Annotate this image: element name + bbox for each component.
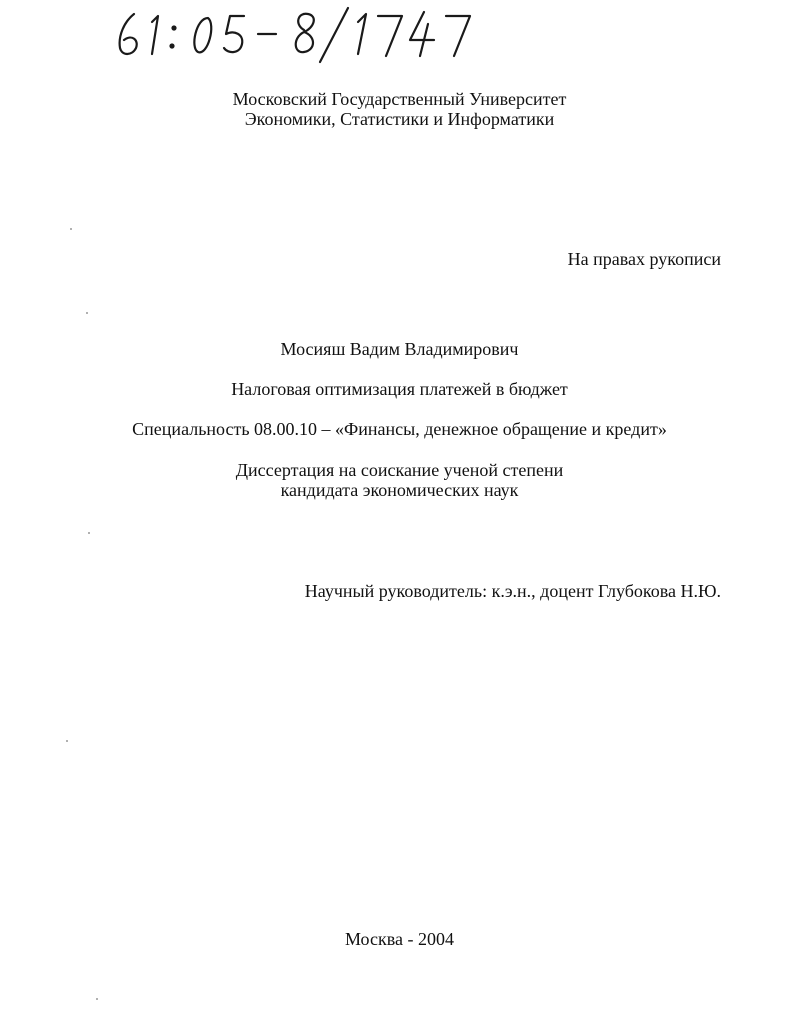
handwritten-registry-number-drawing: [112, 4, 502, 66]
dissertation-title: Налоговая оптимизация платежей в бюджет: [231, 379, 568, 399]
degree-line-1: Диссертация на соискание ученой степени: [235, 460, 564, 480]
scan-speck: [66, 740, 68, 742]
scientific-supervisor: Научный руководитель: к.э.н., доцент Глубокова Н.Ю.: [304, 581, 721, 601]
degree-line-2: кандидата экономических наук: [280, 480, 519, 500]
specialty: Специальность 08.00.10 – «Финансы, денежное обращение и кредит»: [132, 419, 667, 439]
university-name-line-1: Московский Государственный Университет: [232, 89, 567, 109]
city-year: Москва - 2004: [345, 929, 454, 949]
scan-speck: [96, 998, 98, 1000]
scan-speck: [86, 312, 88, 314]
scan-speck: [70, 228, 72, 230]
manuscript-note: На правах рукописи: [567, 249, 721, 269]
handwritten-registry-number: [112, 4, 502, 66]
scan-speck: [88, 532, 90, 534]
author-name: Мосияш Вадим Владимирович: [280, 339, 519, 359]
university-name-line-2: Экономики, Статистики и Информатики: [244, 109, 555, 129]
